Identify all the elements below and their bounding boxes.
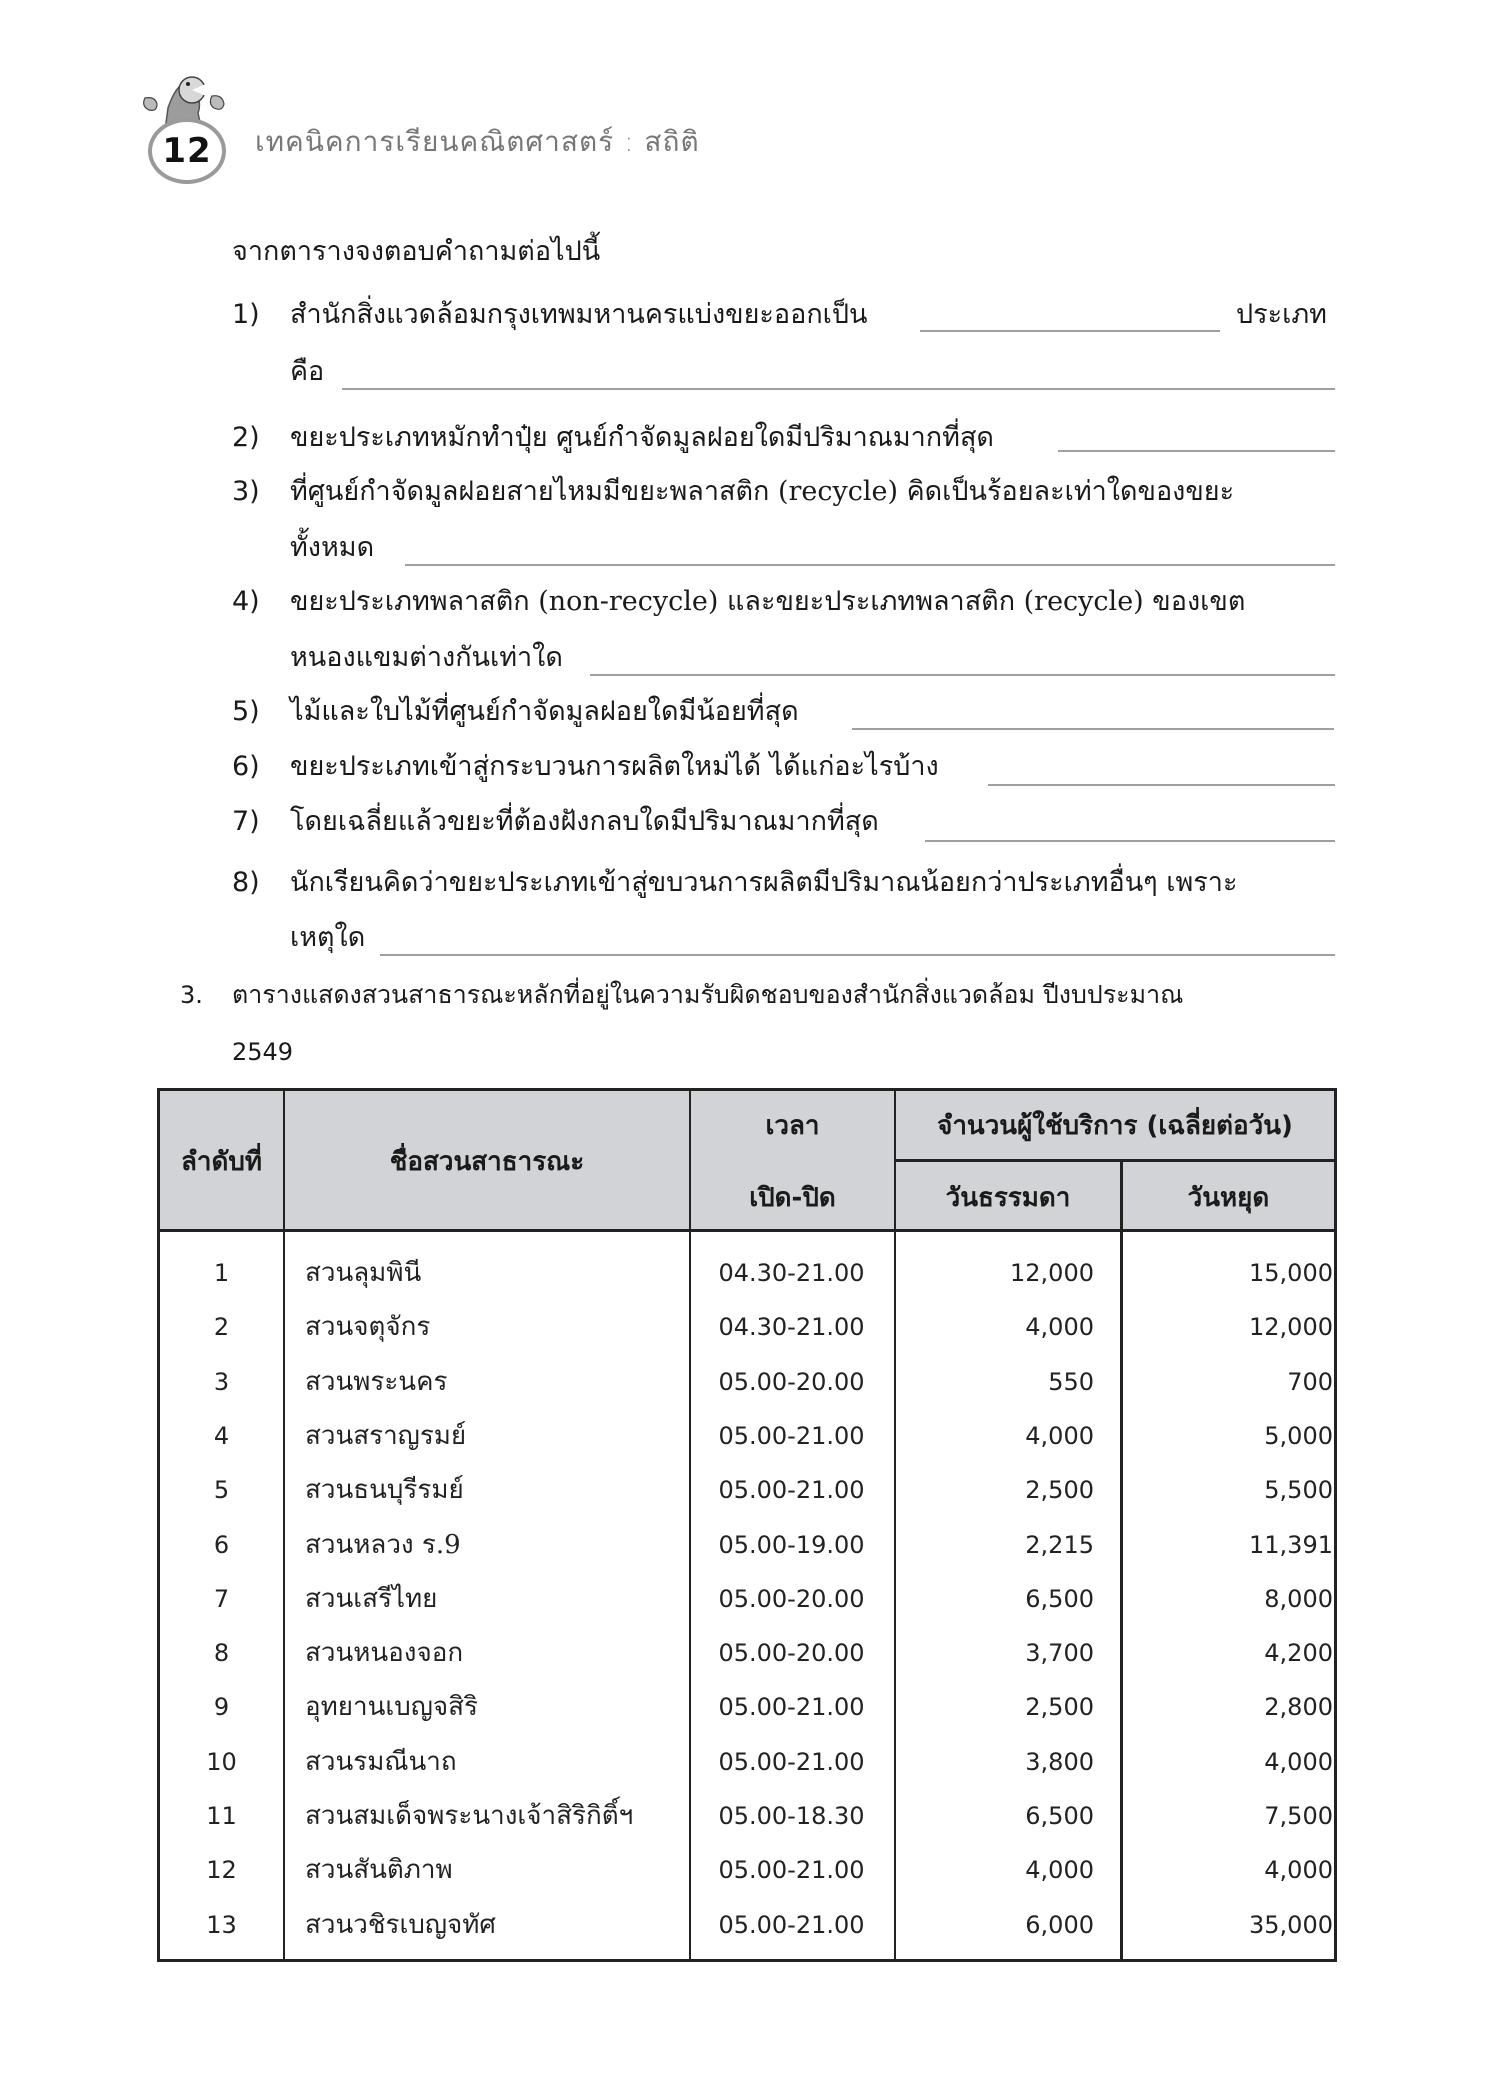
section-number: 3. [180, 981, 203, 1009]
cell-no: 10 [206, 1747, 237, 1776]
cell-no: 13 [206, 1910, 237, 1939]
cell-holiday-visitors: 2,800 [1264, 1693, 1333, 1722]
cell-hours: 05.00-21.00 [718, 1693, 865, 1722]
cell-park-name: สวนหลวง ร.9 [305, 1529, 461, 1560]
cell-holiday-visitors: 4,000 [1264, 1856, 1333, 1885]
cell-weekday-visitors: 6,500 [1025, 1802, 1094, 1830]
cell-park-name: สวนธนบุรีรมย์ [305, 1475, 464, 1506]
cell-holiday-visitors: 4,000 [1264, 1747, 1333, 1776]
question-number: 7) [232, 806, 260, 837]
answer-blank[interactable] [405, 564, 1335, 566]
cell-park-name: สวนพระนคร [305, 1366, 448, 1397]
answer-blank[interactable] [925, 840, 1335, 842]
cell-holiday-visitors: 5,500 [1264, 1476, 1333, 1505]
cell-hours: 05.00-20.00 [718, 1584, 865, 1613]
question-number: 2) [232, 422, 260, 453]
table-row [160, 1253, 1334, 1293]
cell-holiday-visitors: 8,000 [1264, 1584, 1333, 1613]
cell-holiday-visitors: 700 [1287, 1367, 1333, 1396]
table-row [160, 1687, 1334, 1727]
question-number: 4) [232, 586, 260, 617]
question-text-line2: เหตุใด [290, 922, 366, 953]
cell-park-name: สวนเสรีไทย [305, 1583, 438, 1614]
cell-park-name: สวนจตุจักร [305, 1312, 431, 1343]
table-row [160, 1525, 1334, 1565]
parks-table [157, 1088, 1337, 1962]
question-number: 6) [232, 751, 260, 782]
cell-holiday-visitors: 5,000 [1264, 1421, 1333, 1450]
page-number: 12 [148, 118, 226, 184]
header-no: ลำดับที่ [180, 1147, 263, 1177]
cell-holiday-visitors: 15,000 [1249, 1259, 1333, 1287]
question-text: สำนักสิ่งแวดล้อมกรุงเทพมหานครแบ่งขยะออกเป็น [290, 299, 868, 330]
question-number: 3) [232, 476, 260, 507]
cell-no: 11 [206, 1802, 237, 1830]
cell-holiday-visitors: 35,000 [1249, 1910, 1333, 1939]
table-row [160, 1905, 1334, 1945]
cell-weekday-visitors: 3,700 [1025, 1639, 1094, 1668]
cell-hours: 05.00-20.00 [718, 1367, 865, 1396]
cell-park-name: สวนวชิรเบญจทัศ [305, 1909, 496, 1940]
cell-no: 9 [213, 1693, 230, 1722]
cell-park-name: สวนลุมพินี [305, 1258, 422, 1288]
header-subdivider [894, 1159, 1334, 1162]
cell-weekday-visitors: 550 [1048, 1367, 1094, 1396]
table-row [160, 1796, 1334, 1836]
question-number: 1) [232, 299, 260, 330]
header-weekday: วันธรรมดา [945, 1183, 1071, 1213]
cell-hours: 05.00-20.00 [718, 1639, 865, 1668]
cell-no: 12 [206, 1856, 237, 1885]
questions-intro: จากตารางจงตอบคำถามต่อไปนี้ [232, 236, 601, 267]
cell-park-name: สวนสมเด็จพระนางเจ้าสิริกิติ์ฯ [305, 1801, 634, 1831]
cell-no: 1 [213, 1259, 230, 1287]
answer-blank[interactable] [342, 388, 1335, 390]
header-visitors: จำนวนผู้ใช้บริการ (เฉลี่ยต่อวัน) [937, 1111, 1293, 1141]
cell-hours: 05.00-21.00 [718, 1856, 865, 1885]
question-number: 8) [232, 867, 260, 898]
cell-hours: 05.00-21.00 [718, 1421, 865, 1450]
cell-no: 8 [213, 1639, 230, 1668]
cell-weekday-visitors: 6,500 [1025, 1584, 1094, 1613]
running-title: เทคนิคการเรียนคณิตศาสตร์ : สถิติ [255, 125, 700, 158]
cell-holiday-visitors: 7,500 [1264, 1802, 1333, 1830]
question-text: โดยเฉลี่ยแล้วขยะที่ต้องฝังกลบใดมีปริมาณมากที่สุด [290, 806, 879, 837]
cell-park-name: สวนสราญรมย์ [305, 1420, 467, 1451]
cell-holiday-visitors: 11,391 [1249, 1530, 1333, 1559]
table-row [160, 1362, 1334, 1402]
cell-park-name: สวนสันติภาพ [305, 1855, 453, 1886]
section-title: ตารางแสดงสวนสาธารณะหลักที่อยู่ในความรับผิดชอบของสำนักสิ่งแวดล้อม ปีงบประมาณ [232, 980, 1184, 1009]
cell-hours: 04.30-21.00 [718, 1313, 865, 1342]
question-text: ไม้และใบไม้ที่ศูนย์กำจัดมูลฝอยใดมีน้อยที่สุด [290, 696, 799, 727]
question-text: ที่ศูนย์กำจัดมูลฝอยสายไหมมีขยะพลาสติก (recycle) คิดเป็นร้อยละเท่าใดของขยะ [290, 476, 1235, 507]
cell-hours: 05.00-18.30 [718, 1802, 865, 1830]
cell-park-name: สวนรมณีนาถ [305, 1746, 457, 1777]
answer-blank[interactable] [852, 728, 1334, 730]
question-text: นักเรียนคิดว่าขยะประเภทเข้าสู่ขบวนการผลิตมีปริมาณน้อยกว่าประเภทอื่นๆ เพราะ [290, 867, 1238, 898]
cell-hours: 05.00-21.00 [718, 1910, 865, 1939]
cell-weekday-visitors: 4,000 [1025, 1313, 1094, 1342]
cell-no: 2 [213, 1313, 230, 1342]
answer-blank[interactable] [988, 784, 1335, 786]
question-text: ขยะประเภทเข้าสู่กระบวนการผลิตใหม่ได้ ได้แก่อะไรบ้าง [290, 751, 939, 782]
cell-hours: 04.30-21.00 [718, 1259, 865, 1287]
cell-weekday-visitors: 4,000 [1025, 1856, 1094, 1885]
cell-hours: 05.00-21.00 [718, 1476, 865, 1505]
cell-no: 6 [213, 1530, 230, 1559]
cell-weekday-visitors: 6,000 [1025, 1910, 1094, 1939]
cell-weekday-visitors: 4,000 [1025, 1421, 1094, 1450]
section-title-year: 2549 [232, 1038, 294, 1066]
cell-weekday-visitors: 3,800 [1025, 1747, 1094, 1776]
cell-park-name: สวนหนองจอก [305, 1638, 464, 1669]
cell-no: 4 [213, 1421, 230, 1450]
answer-blank[interactable] [380, 954, 1335, 956]
cell-holiday-visitors: 12,000 [1249, 1313, 1333, 1342]
table-row [160, 1416, 1334, 1456]
table-row [160, 1742, 1334, 1782]
answer-blank[interactable] [590, 674, 1335, 676]
cell-weekday-visitors: 2,500 [1025, 1693, 1094, 1722]
header-holiday: วันหยุด [1187, 1183, 1270, 1213]
answer-blank[interactable] [920, 330, 1220, 332]
table-row [160, 1579, 1334, 1619]
cell-park-name: อุทยานเบญจสิริ [305, 1692, 478, 1723]
question-text-line2: ทั้งหมด [290, 532, 375, 563]
question-text: ขยะประเภทหมักทำปุ๋ย ศูนย์กำจัดมูลฝอยใดมีปริมาณมากที่สุด [290, 422, 994, 453]
header-time-top: เวลา [765, 1111, 820, 1141]
table-row [160, 1307, 1334, 1347]
cell-hours: 05.00-21.00 [718, 1747, 865, 1776]
question-text-line2: หนองแขมต่างกันเท่าใด [290, 642, 563, 673]
cell-no: 7 [213, 1584, 230, 1613]
question-text: ขยะประเภทพลาสติก (non-recycle) และขยะประเภทพลาสติก (recycle) ของเขต [290, 586, 1246, 617]
answer-blank[interactable] [1058, 450, 1335, 452]
cell-weekday-visitors: 2,215 [1025, 1530, 1094, 1559]
cell-hours: 05.00-19.00 [718, 1530, 865, 1559]
cell-no: 3 [213, 1367, 230, 1396]
cell-weekday-visitors: 12,000 [1010, 1259, 1094, 1287]
table-row [160, 1633, 1334, 1673]
question-number: 5) [232, 696, 260, 727]
question-text-suffix: ประเภท [1236, 299, 1327, 330]
cell-no: 5 [213, 1476, 230, 1505]
question-text-line2: คือ [290, 356, 325, 387]
header-bottom-border [160, 1229, 1334, 1232]
cell-weekday-visitors: 2,500 [1025, 1476, 1094, 1505]
header-time-bottom: เปิด-ปิด [749, 1183, 836, 1213]
header-name: ชื่อสวนสาธารณะ [389, 1147, 585, 1177]
table-row [160, 1470, 1334, 1510]
table-row [160, 1850, 1334, 1890]
cell-holiday-visitors: 4,200 [1264, 1639, 1333, 1668]
